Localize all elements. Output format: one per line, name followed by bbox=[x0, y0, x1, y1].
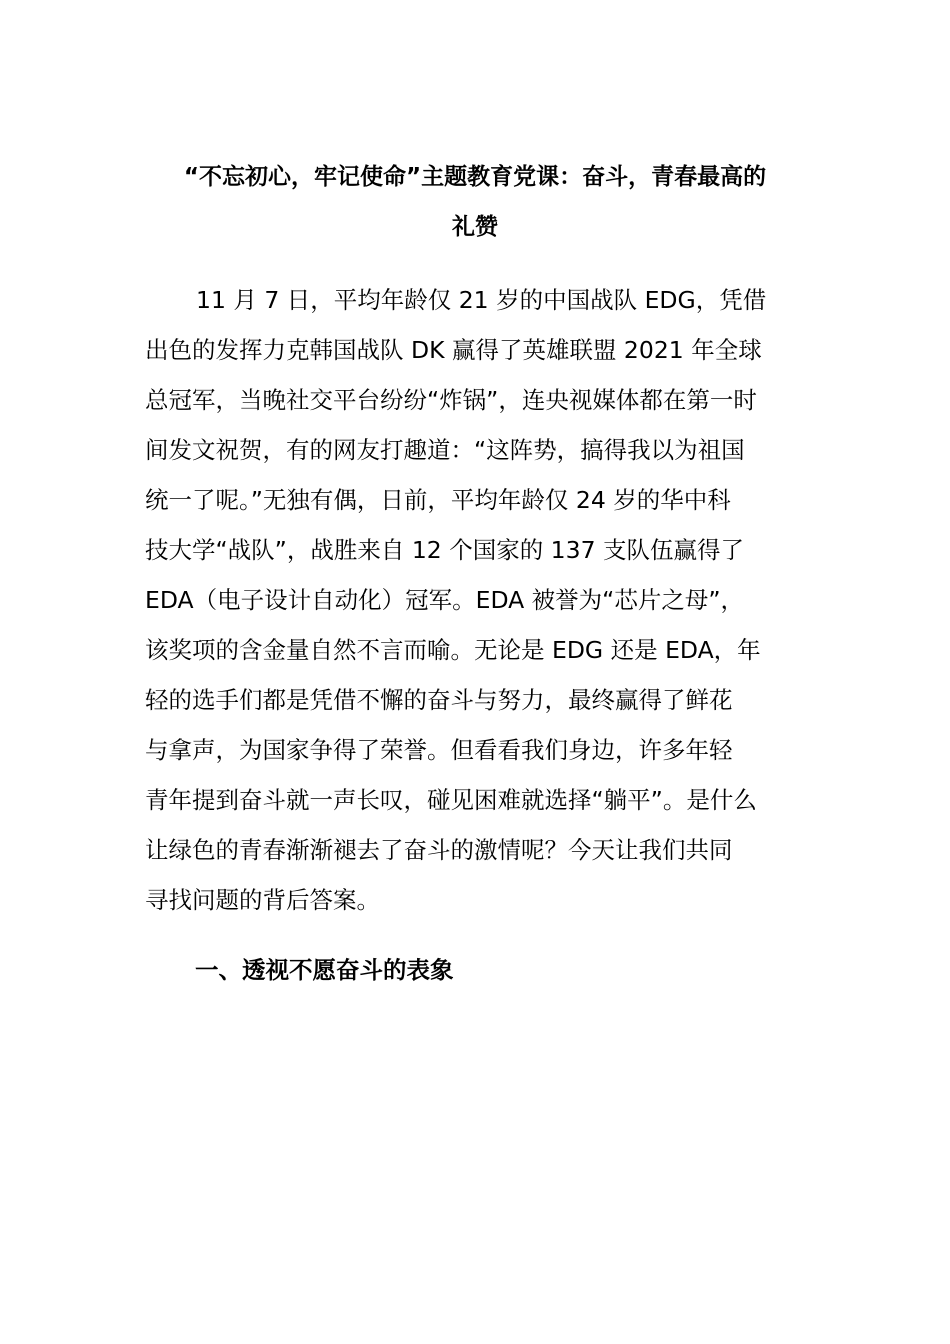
paragraph-line: 轻的选手们都是凭借不懈的奋斗与努力，最终赢得了鲜花 bbox=[145, 686, 733, 714]
section-heading: 一、透视不愿奋斗的表象 bbox=[195, 956, 454, 984]
paragraph-line: EDA（电子设计自动化）冠军。EDA 被誉为“芯片之母”， bbox=[145, 586, 745, 614]
paragraph-line: 青年提到奋斗就一声长叹，碰见困难就选择“躺平”。是什么 bbox=[145, 786, 757, 814]
paragraph-line: 出色的发挥力克韩国战队 DK 赢得了英雄联盟 2021 年全球 bbox=[145, 336, 762, 364]
paragraph-line: 统一了呢。”无独有偶，日前，平均年龄仅 24 岁的华中科 bbox=[145, 486, 731, 514]
paragraph-line: 总冠军，当晚社交平台纷纷“炸锅”，连央视媒体都在第一时 bbox=[145, 386, 757, 414]
title-line: “不忘初心，牢记使命”主题教育党课：奋斗，青春最高的 bbox=[183, 164, 767, 190]
paragraph-line: 该奖项的含金量自然不言而喻。无论是 EDG 还是 EDA，年 bbox=[145, 636, 761, 664]
paragraph-line: 11 月 7 日，平均年龄仅 21 岁的中国战队 EDG，凭借 bbox=[196, 286, 767, 314]
title-line: 礼赞 bbox=[452, 214, 498, 240]
document-title bbox=[145, 152, 805, 252]
paragraph-line: 间发文祝贺，有的网友打趣道：“这阵势，搞得我以为祖国 bbox=[145, 436, 745, 464]
paragraph-line: 让绿色的青春渐渐褪去了奋斗的激情呢？今天让我们共同 bbox=[145, 836, 733, 864]
paragraph-line: 与拿声，为国家争得了荣誉。但看看我们身边，许多年轻 bbox=[145, 736, 733, 764]
paragraph-line: 寻找问题的背后答案。 bbox=[145, 886, 380, 914]
paragraph-line: 技大学“战队”，战胜来自 12 个国家的 137 支队伍赢得了 bbox=[145, 536, 744, 564]
intro-paragraph bbox=[145, 275, 807, 925]
